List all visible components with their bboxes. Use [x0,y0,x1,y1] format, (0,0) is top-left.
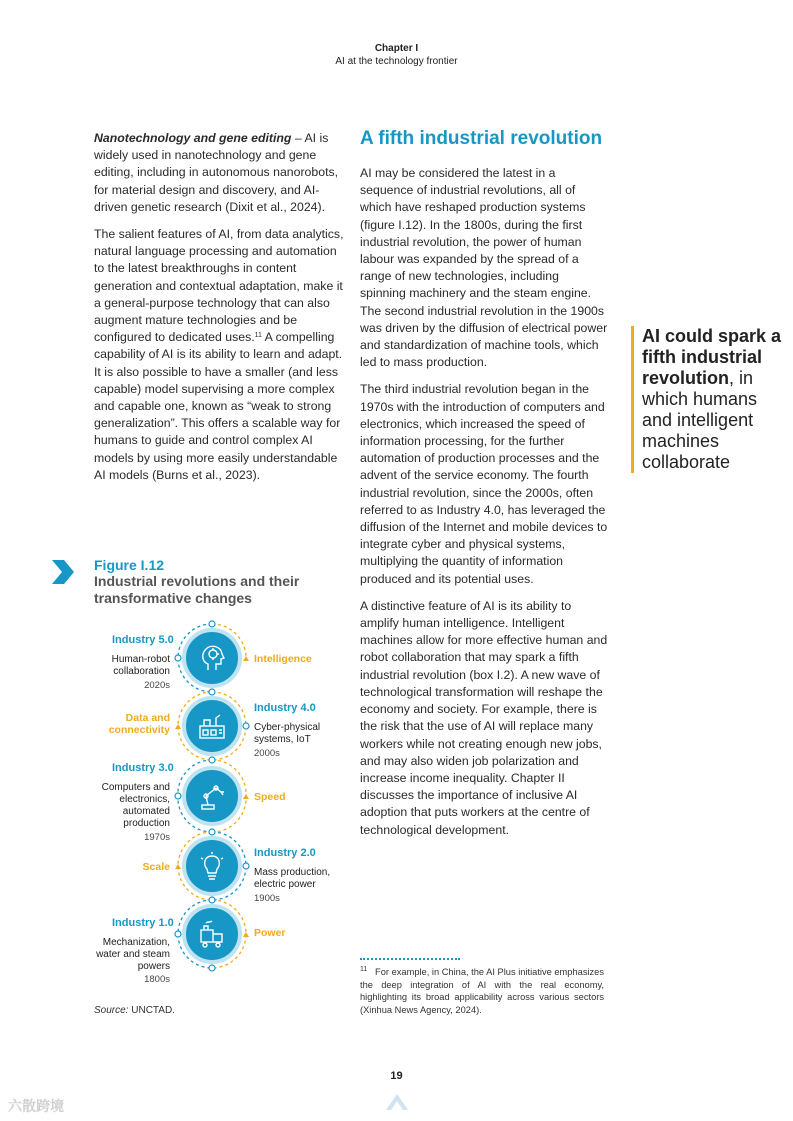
chapter-label: Chapter I [374,43,419,54]
left-column [94,130,344,494]
brain-head-icon [196,642,228,679]
chevron-right-icon [50,558,76,591]
stage-desc-3: Computers and electronics, automated production [101,782,170,829]
robot-factory-icon [196,710,228,747]
stage-label-1: Industry 1.0 [112,917,174,929]
footnote-number: 11 [360,966,368,973]
middle-paragraph-1: AI may be considered the latest in a sequence of industrial revolutions, all of which have reshaped production systems (figure I.12). In the 1800s, during the first industrial revolution, the power of human labour was expanded by the spread of a range of new technologies, including spinning machinery and the steam engine. The second industrial revolution in the 1900s was driven by the diffusion of electrical power and standardization of machine tools, which led to mass production. [360,166,608,370]
pull-quote-rest: , in which humans and intelligent machines collaborate [642,368,758,472]
stage-year-1: 1800s [144,974,170,985]
figure-title: Industrial revolutions and their transformative changes [94,573,300,606]
stage-year-4: 2000s [254,748,280,759]
stage-label-2: Industry 2.0 [254,847,316,859]
lead-text: – AI is widely used in nanotechnology and gene editing, including in autonomous nanorobots, for material design and discovery, and AI-driven genetic research (Dixit et al., 2024). [94,131,339,214]
watermark: 六散跨境 [8,1098,64,1114]
pull-quote [631,326,782,473]
para2-part-b: A compelling capability of AI is its ability to learn and adapt. It is also possible to have a smaller (and less capable) model supervising a more complex and capable one, known as “weak to strong generalization”. This offers a scalable way for humans to guide and control complex AI models by using more easily understandable AI models (Burns et al., 2023). [94,330,343,482]
middle-paragraph-2: The third industrial revolution began in the 1970s with the introduction of computers and electronics, which increased the speed of information processing, for the further automation of production processes and the advent of the service economy. The fourth industrial revolution, since the 2000s, often referred to as Industry 4.0, has leveraged the diffusion of the Internet and mobile devices to integrate cyber and physical systems, multiplying the quantity of information produced and its potential uses. [360,382,608,586]
stage-label-5: Industry 5.0 [112,634,174,646]
stage-trait-1: Power [254,927,286,939]
left-paragraph-1 [94,130,344,216]
stage-year-2: 1900s [254,893,280,904]
stage-trait-3: Speed [254,791,286,803]
light-bulb-icon [196,850,228,887]
industrial-revolutions-infographic [94,618,344,988]
footnote [360,966,604,1016]
stage-trait-4: Data and connectivity [108,712,170,736]
figure-label: Figure I.12 [94,557,165,573]
stage-desc-2: Mass production, electric power [254,867,331,890]
scroll-up-icon[interactable] [384,1090,410,1119]
footnote-divider [360,958,460,960]
footnote-ref[interactable]: 11 [254,332,262,340]
stage-year-5: 2020s [144,680,170,691]
steam-engine-icon [196,918,228,955]
stage-label-3: Industry 3.0 [112,762,174,774]
stage-desc-1: Mechanization, water and steam powers [96,937,170,972]
stage-trait-2: Scale [142,861,170,873]
stage-desc-5: Human-robot collaboration [111,654,170,677]
source-text: UNCTAD. [128,1005,175,1016]
stage-desc-4: Cyber-physical systems, IoT [254,722,321,745]
para2-part-a: The salient features of AI, from data analytics, natural language processing and automation to the latest breakthroughs in content generation and contextual adaptation, make it a general-purpose technology that can also augment mature technologies and be configured to dedicated uses. [94,227,344,345]
stage-trait-5: Intelligence [254,653,312,665]
robot-arm-icon [196,780,228,817]
section-title: A fifth industrial revolution [360,128,603,149]
stage-year-3: 1970s [144,832,170,843]
lead-title: Nanotechnology and gene editing [94,131,292,145]
middle-column [360,165,608,849]
left-paragraph-2 [94,226,344,484]
page-number: 19 [390,1070,403,1082]
stage-label-4: Industry 4.0 [254,702,316,714]
pull-quote-bold: AI could spark a fifth industrial revolution [642,326,782,388]
source-label: Source: [94,1005,129,1016]
middle-paragraph-3: A distinctive feature of AI is its ability to amplify human intelligence. Intelligent machines allow for more effective human and robot collaboration that may spark a fifth industrial revolution (box I.2). A new wave of technological transformation will reshape the economy and society. For example, there is the risk that the use of AI will replace many workers while not creating enough new jobs, and may also widen job polarization and increase income inequality. Chapter II discusses the importance of inclusive AI adoption that puts workers at the centre of technological development. [360,598,608,837]
footnote-text: For example, in China, the AI Plus initiative emphasizes the deep integration of AI with the real economy, highlighting its broad applicability across various sectors (Xinhua News Agency, 2024). [360,967,604,1015]
figure-source [94,1005,175,1016]
running-header [0,42,793,68]
chapter-subtitle: AI at the technology frontier [335,56,458,67]
